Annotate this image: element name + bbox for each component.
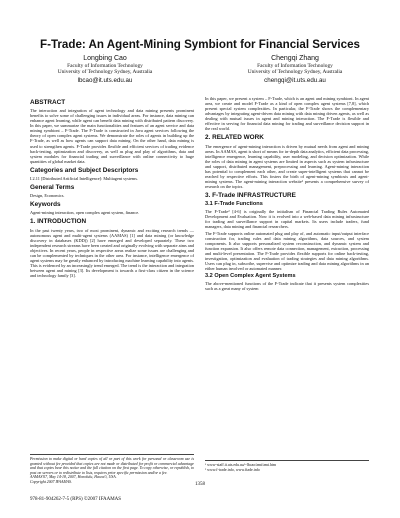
author-block-2 (200, 54, 390, 85)
copyright-line: Copyright 2007 IFAAMAS. (30, 479, 72, 484)
intro-continued-text: In this paper, we present a system – F-Trade, which is an agent and mining symbiont. In agent area, we create and model F-Trade as a kind of open complex agent systems [7,8], which present special system complexities. In particular, the F-Trade shows the complementary advantages by integrating agent-driven data mining with data mining driven agents, as well as dealing with mutual issues in agent and mining interaction. The F-Trade is flexible and effective in serving for financial data mining for trading and surveillance decision support in the real world. (205, 96, 369, 132)
open-complex-text: The above-mentioned functions of the F-Trade indicate that it presents system complexities such as a great many of system (205, 280, 369, 291)
abstract-text: The interaction and integration of agent technology and data mining presents prominent benefits to solve some of challenging issues in individual areas. For instance, data mining can enhance agent learning, while agent can benefit data mining with distributed pattern discovery. In this paper, we summarize the main functionalities and features of an agent service and data mining symbiont – F-Trade. The F-Trade is constructed in Java agent services following the theory of open complex agent systems. We demonstrate the roles of agents in building up the F-Trade, as well as how agents can support data mining. On the other hand, data mining is used to strengthen agents. F-Trade provides flexible and efficient services of trading evidence back-testing, optimization and discovery, as well as plug and play of algorithms, data and system modules for financial trading and surveillance with online connectivity to huge quantities of global market data. (30, 108, 194, 164)
introduction-text: In the past twenty years, two of most prominent, dynamic and exciting research trends — autonomous agent and multi-agent systems (AAMAS) [1] and data mining (or knowledge discovery in databases (KDD)) [2] have emerged and developed separately. These two independent research streams have been created and originally evolving with separate aims and objectives. In recent years, people in respective areas realize some issues are challenging and can be complemented by techniques in the other area. For instance, intelligence emergence of agent systems may be greatly enhanced by introducing machine learning capability into agents. This is evidenced by an increasingly trend emerged. The trend is the interaction and integration between agent and mining [3]. Its development is towards a first-class citizen in the science and technology family [3]. (30, 227, 194, 279)
copyright-notice (30, 454, 194, 484)
left-column (30, 96, 194, 491)
functions-text-1: The F-Trade² [4-6] is originally the initialism of Financial Trading Rules Automated Development and Evaluation. Now it is evolved into a web-based data mining infrastructure for trading and surveillance support in capital markets. Its users include traders, fund managers, data mining and financial researchers. (205, 208, 369, 229)
author-affiliation: Faculty of Information Technology (67, 63, 143, 69)
infrastructure-heading: 3. F-Trade INFRASTRUCTURE (205, 191, 296, 199)
author-email[interactable]: lbcao@it.uts.edu.au (77, 76, 133, 84)
categories-text: I.2.11 [Distributed Artificial Intelligence]: Multiagent systems. (30, 175, 138, 181)
author-affiliation: Faculty of Information Technology (257, 63, 333, 69)
general-terms-text: Design, Economics. (30, 193, 65, 199)
conference-line: AAMAS'07, May 14-18, 2007, Honolulu, Hawai'i, USA. (30, 475, 117, 479)
related-work-heading: 2. RELATED WORK (205, 134, 264, 142)
isbn-footer: 978-81-904262-7-5 (RPS) ©2007 IFAAMAS (30, 497, 122, 502)
footnotes (205, 460, 369, 472)
author-org: University of Technology Sydney, Australia (247, 69, 343, 76)
keywords-text: Agent-mining interaction, open complex agent system, finance. (30, 210, 140, 216)
author-name: Chengqi Zhang (271, 55, 319, 62)
functions-heading: 3.1 F-Trade Functions (205, 201, 263, 208)
functions-text-2: The F-Trade supports online automated plug and play of, and automatic input/output interface construction for, trading rules and data mining algorithms, data sources, and system components. It also supports personalized system reconstruction, and dynamic system and function expansion. It also offers remote data connection, management, extraction, processing and multi-level presentation. The F-Trade provides flexible supports for online back-testing, investigation, optimization and evaluation of trading strategies and data mining algorithms. Users can plug in, subscribe, supervise and optimize trading and data mining algorithms in an either human involved or automated manner. (205, 230, 369, 272)
footnote-1[interactable]: ¹ www-staff.it.uts.edu.au/~lbcao/ami/ami.htm (205, 463, 277, 467)
open-complex-heading: 3.2 Open Complex Agent Systems (205, 273, 296, 280)
right-column (205, 96, 369, 491)
categories-heading: Categories and Subject Descriptors (30, 166, 139, 174)
author-block-1 (10, 54, 200, 85)
introduction-heading: 1. INTRODUCTION (30, 218, 87, 226)
abstract-heading: ABSTRACT (30, 99, 66, 106)
footnote-2[interactable]: ² www.f-trade.info, www.ftade.info (205, 467, 261, 472)
author-org: University of Technology Sydney, Australia (57, 69, 153, 76)
related-work-text: The emergence of agent-mining interaction is driven by mutual needs from agent and mining areas. In AAMAS, agent is short of means for in-depth data analytics, efficient data processing, intelligence emergence, learning capability, user modeling, and decision optimization. While the roles of data mining in agent systems are limited in aspects such as system infrastructure and support, distributed management, preprocessing and learning. Agent-mining interaction has potential to complement each other, and create super-intelligent systems that cannot be reached by respective efforts. This fosters the birth of agent-mining symbiosis and agent-mining systems. The agent-mining interaction website¹ presents a comprehensive survey of research on the topics. (205, 143, 369, 189)
page-number: 1358 (195, 482, 205, 487)
paper-title: F-Trade: An Agent-Mining Symbiont for Financial Services (40, 38, 360, 51)
author-email[interactable]: chengqi@it.uts.edu.au (264, 76, 326, 84)
permission-text: Permission to make digital or hard copies of all or part of this work for personal or classroom use is granted without fee provided that copies are not made or distributed for profit or commercial advantage and that copies bear this notice and the full citation on the first page. To copy otherwise, or republish, to post on servers or to redistribute to lists, requires prior specific permission and/or a fee. (30, 457, 194, 475)
keywords-heading: Keywords (30, 201, 61, 209)
general-terms-heading: General Terms (30, 183, 75, 191)
author-name: Longbing Cao (83, 55, 127, 62)
